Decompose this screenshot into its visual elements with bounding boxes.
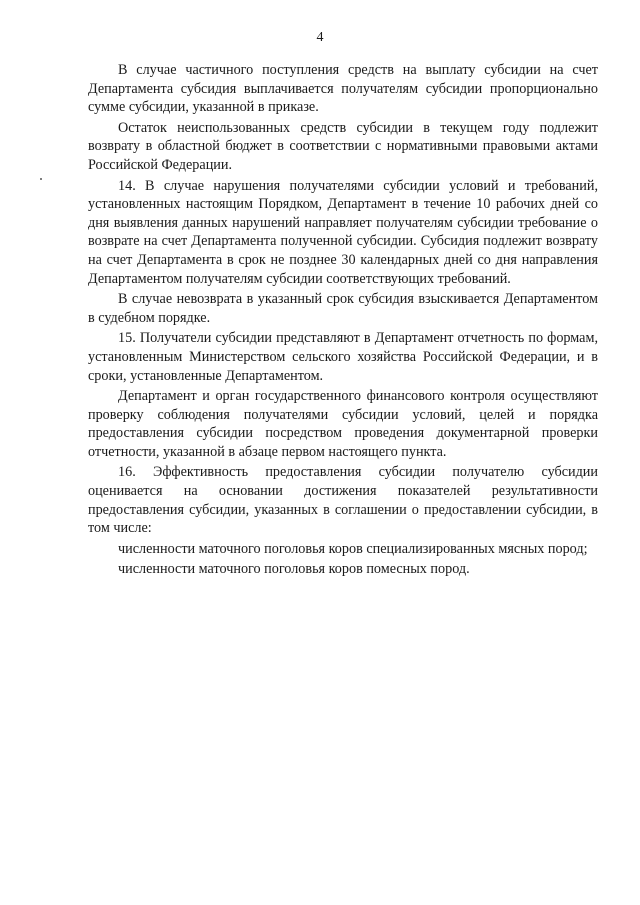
scan-mark — [40, 178, 42, 180]
paragraph-court-recovery: В случае невозврата в указанный срок субсидия взыскивается Департаментом в судебном порядке. — [88, 291, 598, 326]
document-body — [88, 61, 598, 581]
list-item-meat-breeds: численности маточного поголовья коров специализированных мясных пород; — [118, 540, 588, 557]
paragraph-unused-balance: Остаток неиспользованных средств субсидии в текущем году подлежит возврату в областной бюджет в соответствии с нормативными правовыми актами Российской Федерации. — [88, 119, 598, 173]
paragraph-partial-payment: В случае частичного поступления средств на выплату субсидии на счет Департамента субсидия выплачивается получателям субсидии пропорционально сумме субсидии, указанной в приказе. — [88, 62, 598, 116]
paragraph-14-violation: 14. В случае нарушения получателями субсидии условий и требований, установленных настоящим Порядком, Департамент в течение 10 рабочих дней со дня выявления данных нарушений направляет получателям субсидии требование о возврате на счет Департамента полученной субсидии. Субсидия подлежит возврату на счет Департамента в срок не позднее 30 календарных дней со дня направления Департаментом получателям субсидии соответствующих требований. — [88, 177, 598, 287]
paragraph-16-effectiveness: 16. Эффективность предоставления субсидии получателю субсидии оценивается на основании достижения показателей результативности предоставления субсидии, указанных в соглашении о предоставлении субсидии, в том числе: — [88, 464, 598, 537]
paragraph-15-reporting: 15. Получатели субсидии представляют в Департамент отчетность по формам, установленным Министерством сельского хозяйства Российской Федерации, и в сроки, установленные Департаментом. — [88, 330, 598, 384]
page-number: 4 — [316, 30, 324, 45]
list-item-crossbred: численности маточного поголовья коров помесных пород. — [118, 561, 470, 578]
paragraph-control-check: Департамент и орган государственного финансового контроля осуществляют проверку соблюдения получателями субсидии условий, целей и порядка предоставления субсидии посредством проведения документарной проверки отчетности, указанной в абзаце первом настоящего пункта. — [88, 388, 598, 460]
